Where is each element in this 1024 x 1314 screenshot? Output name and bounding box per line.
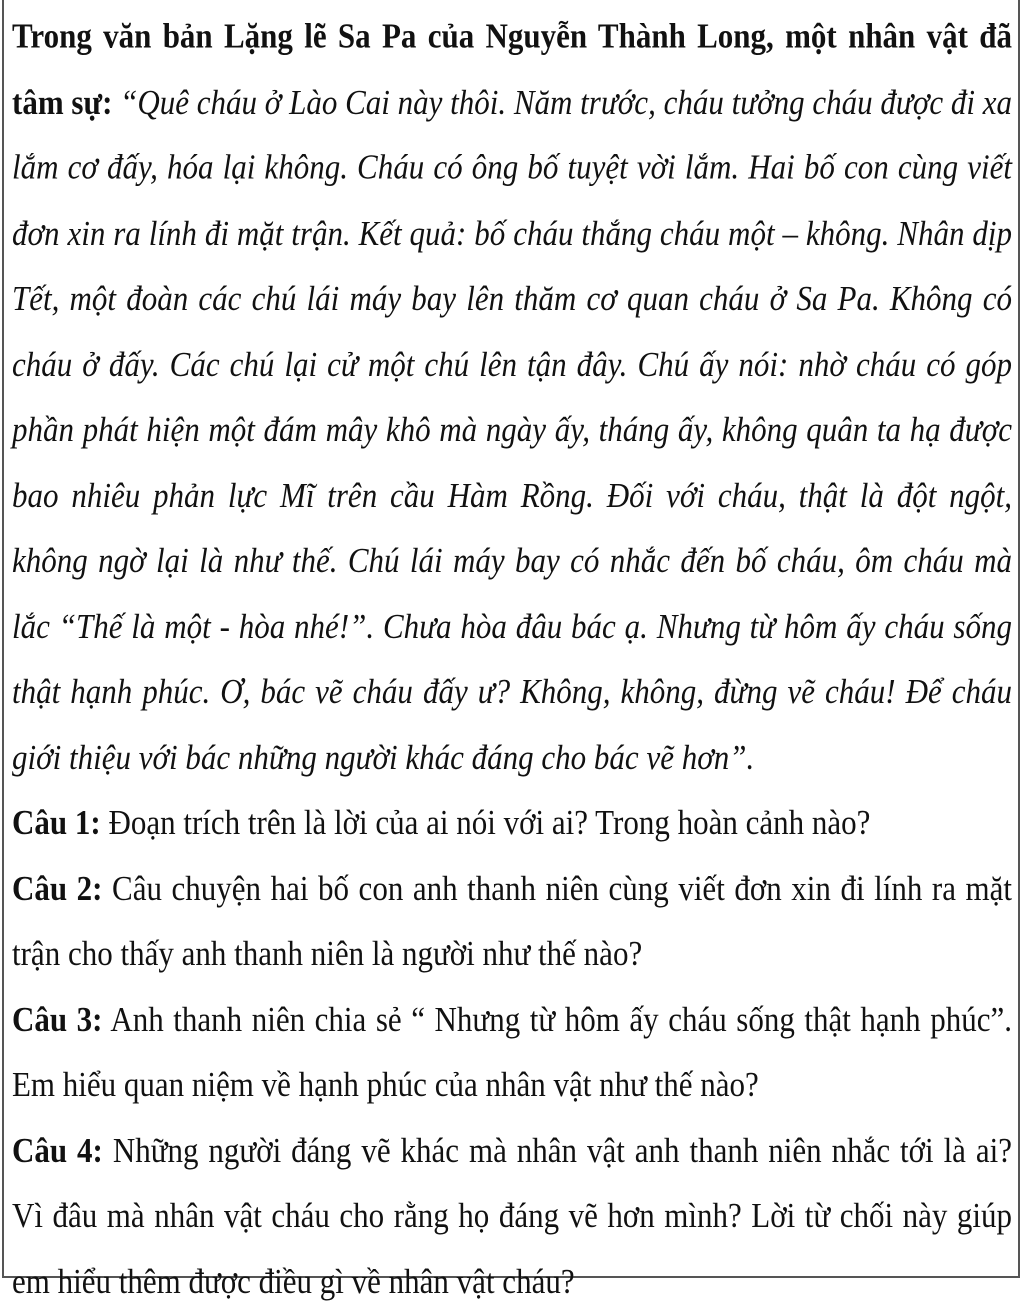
passage-intro: Trong văn bản Lặng lẽ Sa Pa của Nguyễn Thành Long, một nhân vật đã tâm sự: — [12, 16, 1012, 122]
question-1-text: Đoạn trích trên là lời của ai nói với ai? Trong hoàn cảnh nào? — [100, 802, 871, 842]
question-4-label: Câu 4: — [12, 1130, 103, 1170]
question-3-label: Câu 3: — [12, 999, 103, 1039]
question-3 — [12, 987, 1012, 1118]
passage-paragraph — [12, 4, 1012, 790]
document-body — [12, 4, 1012, 1314]
question-4 — [12, 1118, 1012, 1314]
question-2 — [12, 856, 1012, 987]
question-2-label: Câu 2: — [12, 868, 103, 908]
question-1-label: Câu 1: — [12, 802, 101, 842]
question-3-text: Anh thanh niên chia sẻ “ Nhưng từ hôm ấy cháu sống thật hạnh phúc”. Em hiểu quan niệm về hạnh phúc của nhân vật như thế nào? — [12, 999, 1012, 1104]
passage-quote: “Quê cháu ở Lào Cai này thôi. Năm trước, cháu tưởng cháu được đi xa lắm cơ đấy, hóa lại không. Cháu có ông bố tuyệt vời lắm. Hai bố con cùng viết đơn xin ra lính đi mặt trận. Kết quả: bố cháu thắng cháu một – không. Nhân dịp Tết, một đoàn các chú lái máy bay lên thăm cơ quan cháu ở Sa Pa. Không có cháu ở đấy. Các chú lại cử một chú lên tận đây. Chú ấy nói: nhờ cháu có góp phần phát hiện một đám mây khô mà ngày ấy, tháng ấy, không quân ta hạ được bao nhiêu phản lực Mĩ trên cầu Hàm Rồng. Đối với cháu, thật là đột ngột, không ngờ lại là như thế. Chú lái máy bay có nhắc đến bố cháu, ôm cháu mà lắc “Thế là một - hòa nhé!”. Chưa hòa đâu bác ạ. Nhưng từ hôm ấy cháu sống thật hạnh phúc. Ơ, bác vẽ cháu đấy ư? Không, không, đừng vẽ cháu! Để cháu giới thiệu với bác những người khác đáng cho bác vẽ hơn”. — [12, 81, 1012, 777]
question-4-text: Những người đáng vẽ khác mà nhân vật anh thanh niên nhắc tới là ai? Vì đâu mà nhân vật cháu cho rằng họ đáng vẽ hơn mình? Lời từ chối này giúp em hiểu thêm được điều gì về nhân vật cháu? — [12, 1130, 1013, 1301]
question-1 — [12, 790, 1012, 856]
question-2-text: Câu chuyện hai bố con anh thanh niên cùng viết đơn xin đi lính ra mặt trận cho thấy anh thanh niên là người như thế nào? — [12, 868, 1012, 973]
